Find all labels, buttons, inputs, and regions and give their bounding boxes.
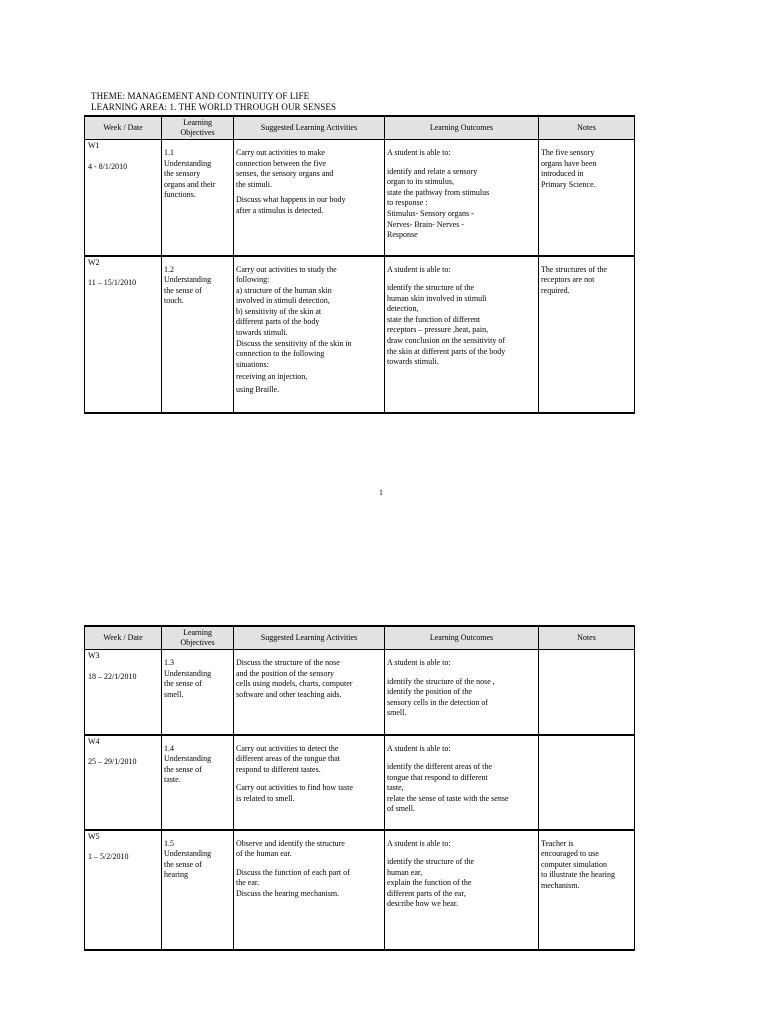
cell-text-line: 18 – 22/1/2010	[88, 671, 137, 681]
cell-text-line: the skin at different parts of the body	[387, 346, 506, 356]
cell-text-line: different areas of the tongue that	[236, 754, 341, 764]
cell-text-line: the sense of	[164, 285, 202, 295]
cell-text-line: Teacher is	[541, 838, 574, 848]
cell-text-line: encouraged to use	[541, 849, 599, 859]
col-activities: Suggested Learning Activities	[234, 116, 385, 140]
col-activities: Suggested Learning Activities	[234, 626, 385, 650]
cell-text-line: the sense of	[164, 679, 202, 689]
cell-text-line: Carry out activities to find how taste	[236, 783, 353, 793]
table-row-w5	[85, 830, 635, 950]
outcomes-cell	[385, 735, 539, 830]
table-row-w1	[85, 140, 635, 256]
cell-text-line: state the function of different	[387, 314, 481, 324]
cell-text-line: smell.	[164, 689, 184, 699]
cell-text-line: required.	[541, 285, 570, 295]
activities-cell	[234, 650, 385, 735]
col-outcomes: Learning Outcomes	[385, 116, 539, 140]
cell-text-line: the stimuli.	[236, 179, 272, 189]
notes-cell	[539, 735, 635, 830]
cell-text-line: taste.	[164, 775, 181, 785]
cell-text-line: 4 - 8/1/2010	[88, 161, 128, 171]
cell-text-line: organ to its stimulus,	[387, 177, 454, 187]
cell-text-line: respond to different tastes.	[236, 764, 321, 774]
cell-text-line: Understanding	[164, 754, 212, 764]
cell-text-line: human ear,	[387, 867, 423, 877]
cell-text-line: A student is able to:	[387, 148, 451, 157]
col-week-date: Week / Date	[85, 626, 162, 650]
cell-text-line: introduced in	[541, 169, 584, 179]
theme-title: THEME: MANAGEMENT AND CONTINUITY OF LIFE	[91, 91, 310, 101]
cell-text-line: Discuss the structure of the nose	[236, 658, 340, 667]
outcomes-cell	[385, 256, 539, 413]
cell-text-line: involved in stimuli detection,	[236, 296, 330, 306]
notes-cell	[539, 140, 635, 256]
cell-text-line: organs and their	[164, 179, 216, 189]
cell-text-line: computer simulation	[541, 859, 607, 869]
cell-text-line: cells using models, charts, computer	[236, 679, 353, 689]
col-outcomes: Learning Outcomes	[385, 626, 539, 650]
activities-cell	[234, 735, 385, 830]
cell-text-line: receptors are not	[541, 275, 595, 285]
cell-text-line: to illustrate the hearing	[541, 870, 615, 880]
cell-text-line: W3	[88, 651, 100, 660]
cell-text-line: b) sensitivity of the skin at	[236, 306, 322, 316]
cell-text-line: different parts of the ear,	[387, 888, 466, 898]
cell-text-line: towards stimuli.	[236, 328, 288, 338]
cell-text-line: identify the different areas of the	[387, 762, 492, 772]
cell-text-line: mechanism.	[541, 880, 580, 890]
cell-text-line: W1	[88, 141, 100, 150]
cell-text-line: Carry out activities to make	[236, 148, 325, 157]
cell-text-line: The five sensory	[541, 148, 595, 157]
cell-text-line: smell.	[387, 708, 407, 718]
col-objectives: Learning Objectives	[162, 626, 234, 650]
lesson-plan-table-2	[84, 625, 635, 951]
notes-cell	[539, 650, 635, 735]
cell-text-line: following:	[236, 275, 270, 285]
cell-text-line: the ear.	[236, 878, 260, 888]
cell-text-line: Stimulus- Sensory organs -	[387, 208, 474, 218]
cell-text-line: 1.4	[164, 743, 174, 753]
week-cell	[85, 140, 162, 256]
cell-text-line: 1.5	[164, 838, 174, 848]
cell-text-line: 1.3	[164, 658, 174, 667]
objectives-cell	[162, 830, 234, 950]
table-row-w4	[85, 735, 635, 830]
cell-text-line: W2	[88, 257, 100, 267]
cell-text-line: and the position of the sensory	[236, 668, 334, 678]
cell-text-line: taste,	[387, 783, 404, 793]
cell-text-line: W4	[88, 736, 100, 746]
cell-text-line: identify the position of the	[387, 687, 472, 697]
cell-text-line: The structures of the	[541, 264, 607, 274]
outcomes-cell	[385, 140, 539, 256]
objectives-cell	[162, 650, 234, 735]
week-cell	[85, 735, 162, 830]
cell-text-line: 25 – 29/1/2010	[88, 757, 137, 767]
cell-text-line: to response :	[387, 198, 428, 208]
cell-text-line: A student is able to:	[387, 743, 451, 753]
cell-text-line: software and other teaching aids.	[236, 689, 342, 699]
cell-text-line: is related to smell.	[236, 793, 295, 803]
cell-text-line: Primary Science.	[541, 179, 596, 189]
learning-area-title: LEARNING AREA: 1. THE WORLD THROUGH OUR SENSES	[91, 102, 337, 112]
table-row-w2	[85, 256, 635, 413]
cell-text-line: tongue that respond to different	[387, 772, 488, 782]
cell-text-line: identify the structure of the	[387, 857, 475, 867]
cell-text-line: Understanding	[164, 668, 212, 678]
cell-text-line: sensory cells in the detection of	[387, 697, 489, 707]
cell-text-line: the sense of	[164, 859, 202, 869]
cell-text-line: using Braille.	[236, 385, 280, 395]
cell-text-line: of smell.	[387, 804, 415, 814]
cell-text-line: hearing	[164, 870, 188, 880]
table-row-w3	[85, 650, 635, 735]
cell-text-line: Response	[387, 230, 418, 240]
objectives-cell	[162, 256, 234, 413]
cell-text-line: functions.	[164, 190, 196, 200]
cell-text-line: A student is able to:	[387, 838, 451, 848]
outcomes-cell	[385, 650, 539, 735]
cell-text-line: 1.1	[164, 148, 174, 157]
activities-cell	[234, 256, 385, 413]
cell-text-line: senses, the sensory organs and	[236, 169, 334, 179]
col-objectives: Learning Objectives	[162, 116, 234, 140]
cell-text-line: relate the sense of taste with the sense	[387, 793, 509, 803]
cell-text-line: A student is able to:	[387, 264, 451, 274]
cell-text-line: Nerves- Brain- Nerves -	[387, 219, 465, 229]
cell-text-line: 11 – 15/1/2010	[88, 278, 137, 288]
cell-text-line: identify the structure of the nose ,	[387, 676, 495, 686]
col-notes: Notes	[539, 626, 635, 650]
cell-text-line: Understanding	[164, 275, 212, 285]
col-notes: Notes	[539, 116, 635, 140]
cell-text-line: W5	[88, 831, 100, 841]
table-header-row	[85, 626, 635, 650]
cell-text-line: describe how we hear.	[387, 899, 459, 909]
cell-text-line: of the human ear.	[236, 849, 292, 859]
week-cell	[85, 830, 162, 950]
objectives-cell	[162, 140, 234, 256]
notes-cell	[539, 830, 635, 950]
cell-text-line: draw conclusion on the sensitivity of	[387, 336, 505, 346]
col-week-date: Week / Date	[85, 116, 162, 140]
cell-text-line: identify the structure of the	[387, 283, 475, 293]
lesson-plan-table-1	[84, 115, 635, 414]
cell-text-line: human skin involved in stimuli	[387, 293, 487, 303]
cell-text-line: 1.2	[164, 264, 174, 274]
cell-text-line: Understanding	[164, 158, 212, 168]
cell-text-line: Discuss the hearing mechanism.	[236, 888, 340, 898]
activities-cell	[234, 140, 385, 256]
document-heading	[91, 91, 336, 113]
cell-text-line: different parts of the body	[236, 317, 320, 327]
cell-text-line: connection to the following	[236, 349, 325, 359]
table-header-row	[85, 116, 635, 140]
cell-text-line: receiving an injection,	[236, 372, 308, 382]
cell-text-line: a) structure of the human skin	[236, 285, 332, 295]
cell-text-line: Discuss what happens in our body	[236, 195, 346, 205]
cell-text-line: detection,	[387, 304, 419, 314]
cell-text-line: state the pathway from stimulus	[387, 187, 490, 197]
cell-text-line: Discuss the function of each part of	[236, 867, 350, 877]
week-cell	[85, 256, 162, 413]
cell-text-line: situations:	[236, 359, 269, 369]
cell-text-line: the sensory	[164, 169, 201, 179]
cell-text-line: Carry out activities to study the	[236, 264, 337, 274]
cell-text-line: identify and relate a sensory	[387, 166, 478, 176]
outcomes-cell	[385, 830, 539, 950]
week-cell	[85, 650, 162, 735]
cell-text-line: 1 – 5/2/2010	[88, 852, 129, 862]
cell-text-line: organs have been	[541, 158, 597, 168]
cell-text-line: connection between the five	[236, 158, 326, 168]
cell-text-line: towards stimuli.	[387, 357, 439, 367]
cell-text-line: Discuss the sensitivity of the skin in	[236, 338, 352, 348]
cell-text-line: Understanding	[164, 849, 212, 859]
cell-text-line: touch.	[164, 296, 184, 306]
cell-text-line: A student is able to:	[387, 658, 451, 667]
activities-cell	[234, 830, 385, 950]
cell-text-line: after a stimulus is detected.	[236, 205, 324, 215]
cell-text-line: explain the function of the	[387, 878, 472, 888]
cell-text-line: Observe and identify the structure	[236, 838, 345, 848]
cell-text-line: Carry out activities to detect the	[236, 743, 339, 753]
notes-cell	[539, 256, 635, 413]
objectives-cell	[162, 735, 234, 830]
page-number: 1	[379, 488, 383, 497]
cell-text-line: receptors – pressure ,heat, pain,	[387, 325, 489, 335]
cell-text-line: the sense of	[164, 764, 202, 774]
